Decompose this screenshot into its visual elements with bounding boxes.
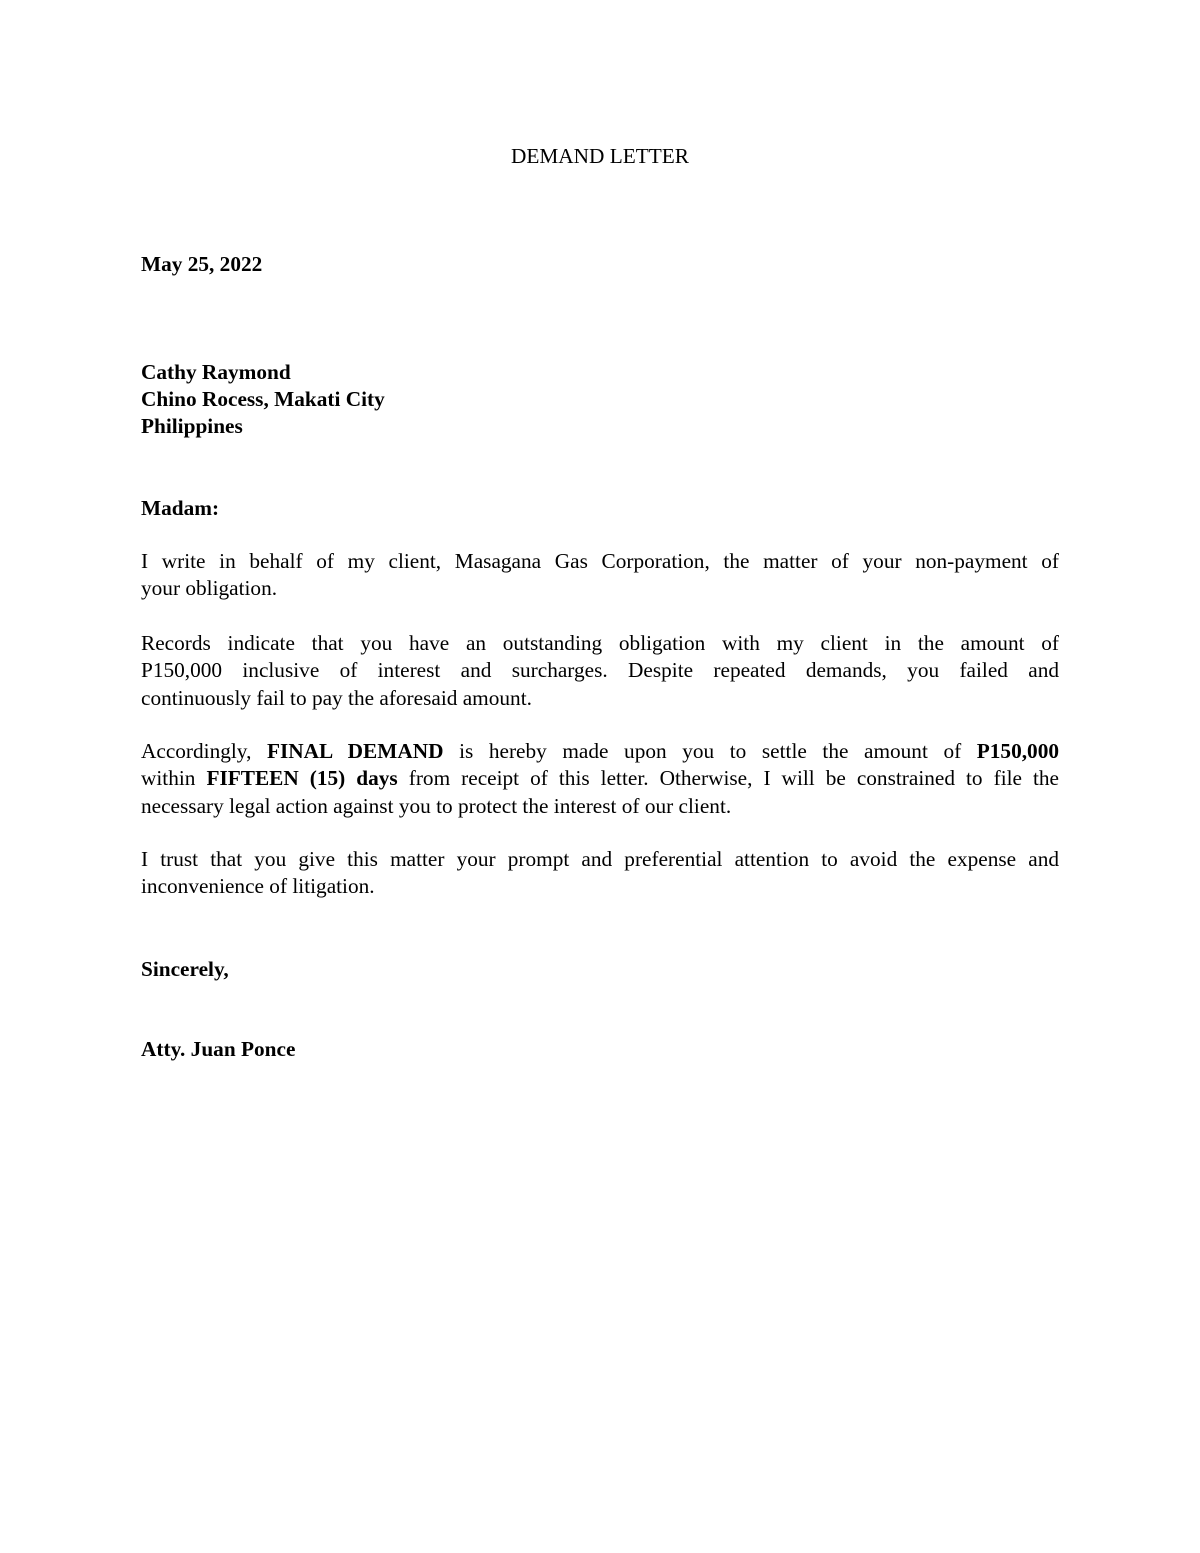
- paragraph-1: [141, 548, 1059, 603]
- paragraph-3-text-c: within: [141, 766, 196, 791]
- paragraph-2-line-3: continuously fail to pay the aforesaid amount.: [141, 685, 532, 710]
- paragraph-1-line-2: your obligation.: [141, 576, 278, 601]
- letter-date: May 25, 2022: [141, 252, 263, 276]
- signatory-name: Atty. Juan Ponce: [141, 1037, 296, 1061]
- paragraph-3-text-d: from receipt of this letter. Otherwise, I will be constrained to file the: [408, 766, 1060, 791]
- recipient-address: Chino Rocess, Makati City: [141, 387, 385, 411]
- paragraph-4: [141, 846, 1059, 901]
- paragraph-2-line-1: Records indicate that you have an outstanding obligation with my client in the amount of: [141, 631, 1059, 655]
- paragraph-3-line-3: necessary legal action against you to protect the interest of our client.: [141, 793, 732, 818]
- recipient-country: Philippines: [141, 414, 243, 438]
- paragraph-4-line-2: inconvenience of litigation.: [141, 874, 375, 899]
- salutation: Madam:: [141, 496, 220, 520]
- final-demand-emphasis: FINAL DEMAND: [266, 739, 444, 763]
- closing: Sincerely,: [141, 957, 229, 981]
- amount-emphasis: P150,000: [976, 739, 1059, 763]
- paragraph-3-text-b: is hereby made upon you to settle the amount of: [459, 739, 962, 763]
- recipient-name: Cathy Raymond: [141, 360, 291, 384]
- paragraph-1-line-1: I write in behalf of my client, Masagana Gas Corporation, the matter of your non-payment of: [141, 549, 1059, 573]
- paragraph-4-line-1: I trust that you give this matter your prompt and preferential attention to avoid the expense and: [141, 847, 1059, 871]
- paragraph-2-line-2: P150,000 inclusive of interest and surcharges. Despite repeated demands, you failed and: [141, 658, 1059, 683]
- paragraph-3-line-1: [141, 738, 1059, 765]
- deadline-emphasis: FIFTEEN (15) days: [206, 766, 398, 791]
- paragraph-3-line-2: [141, 765, 1059, 792]
- paragraph-3-text-a: Accordingly,: [141, 739, 252, 763]
- paragraph-3: [141, 738, 1059, 820]
- paragraph-2: [141, 630, 1059, 712]
- letter-title: DEMAND LETTER: [510, 144, 690, 168]
